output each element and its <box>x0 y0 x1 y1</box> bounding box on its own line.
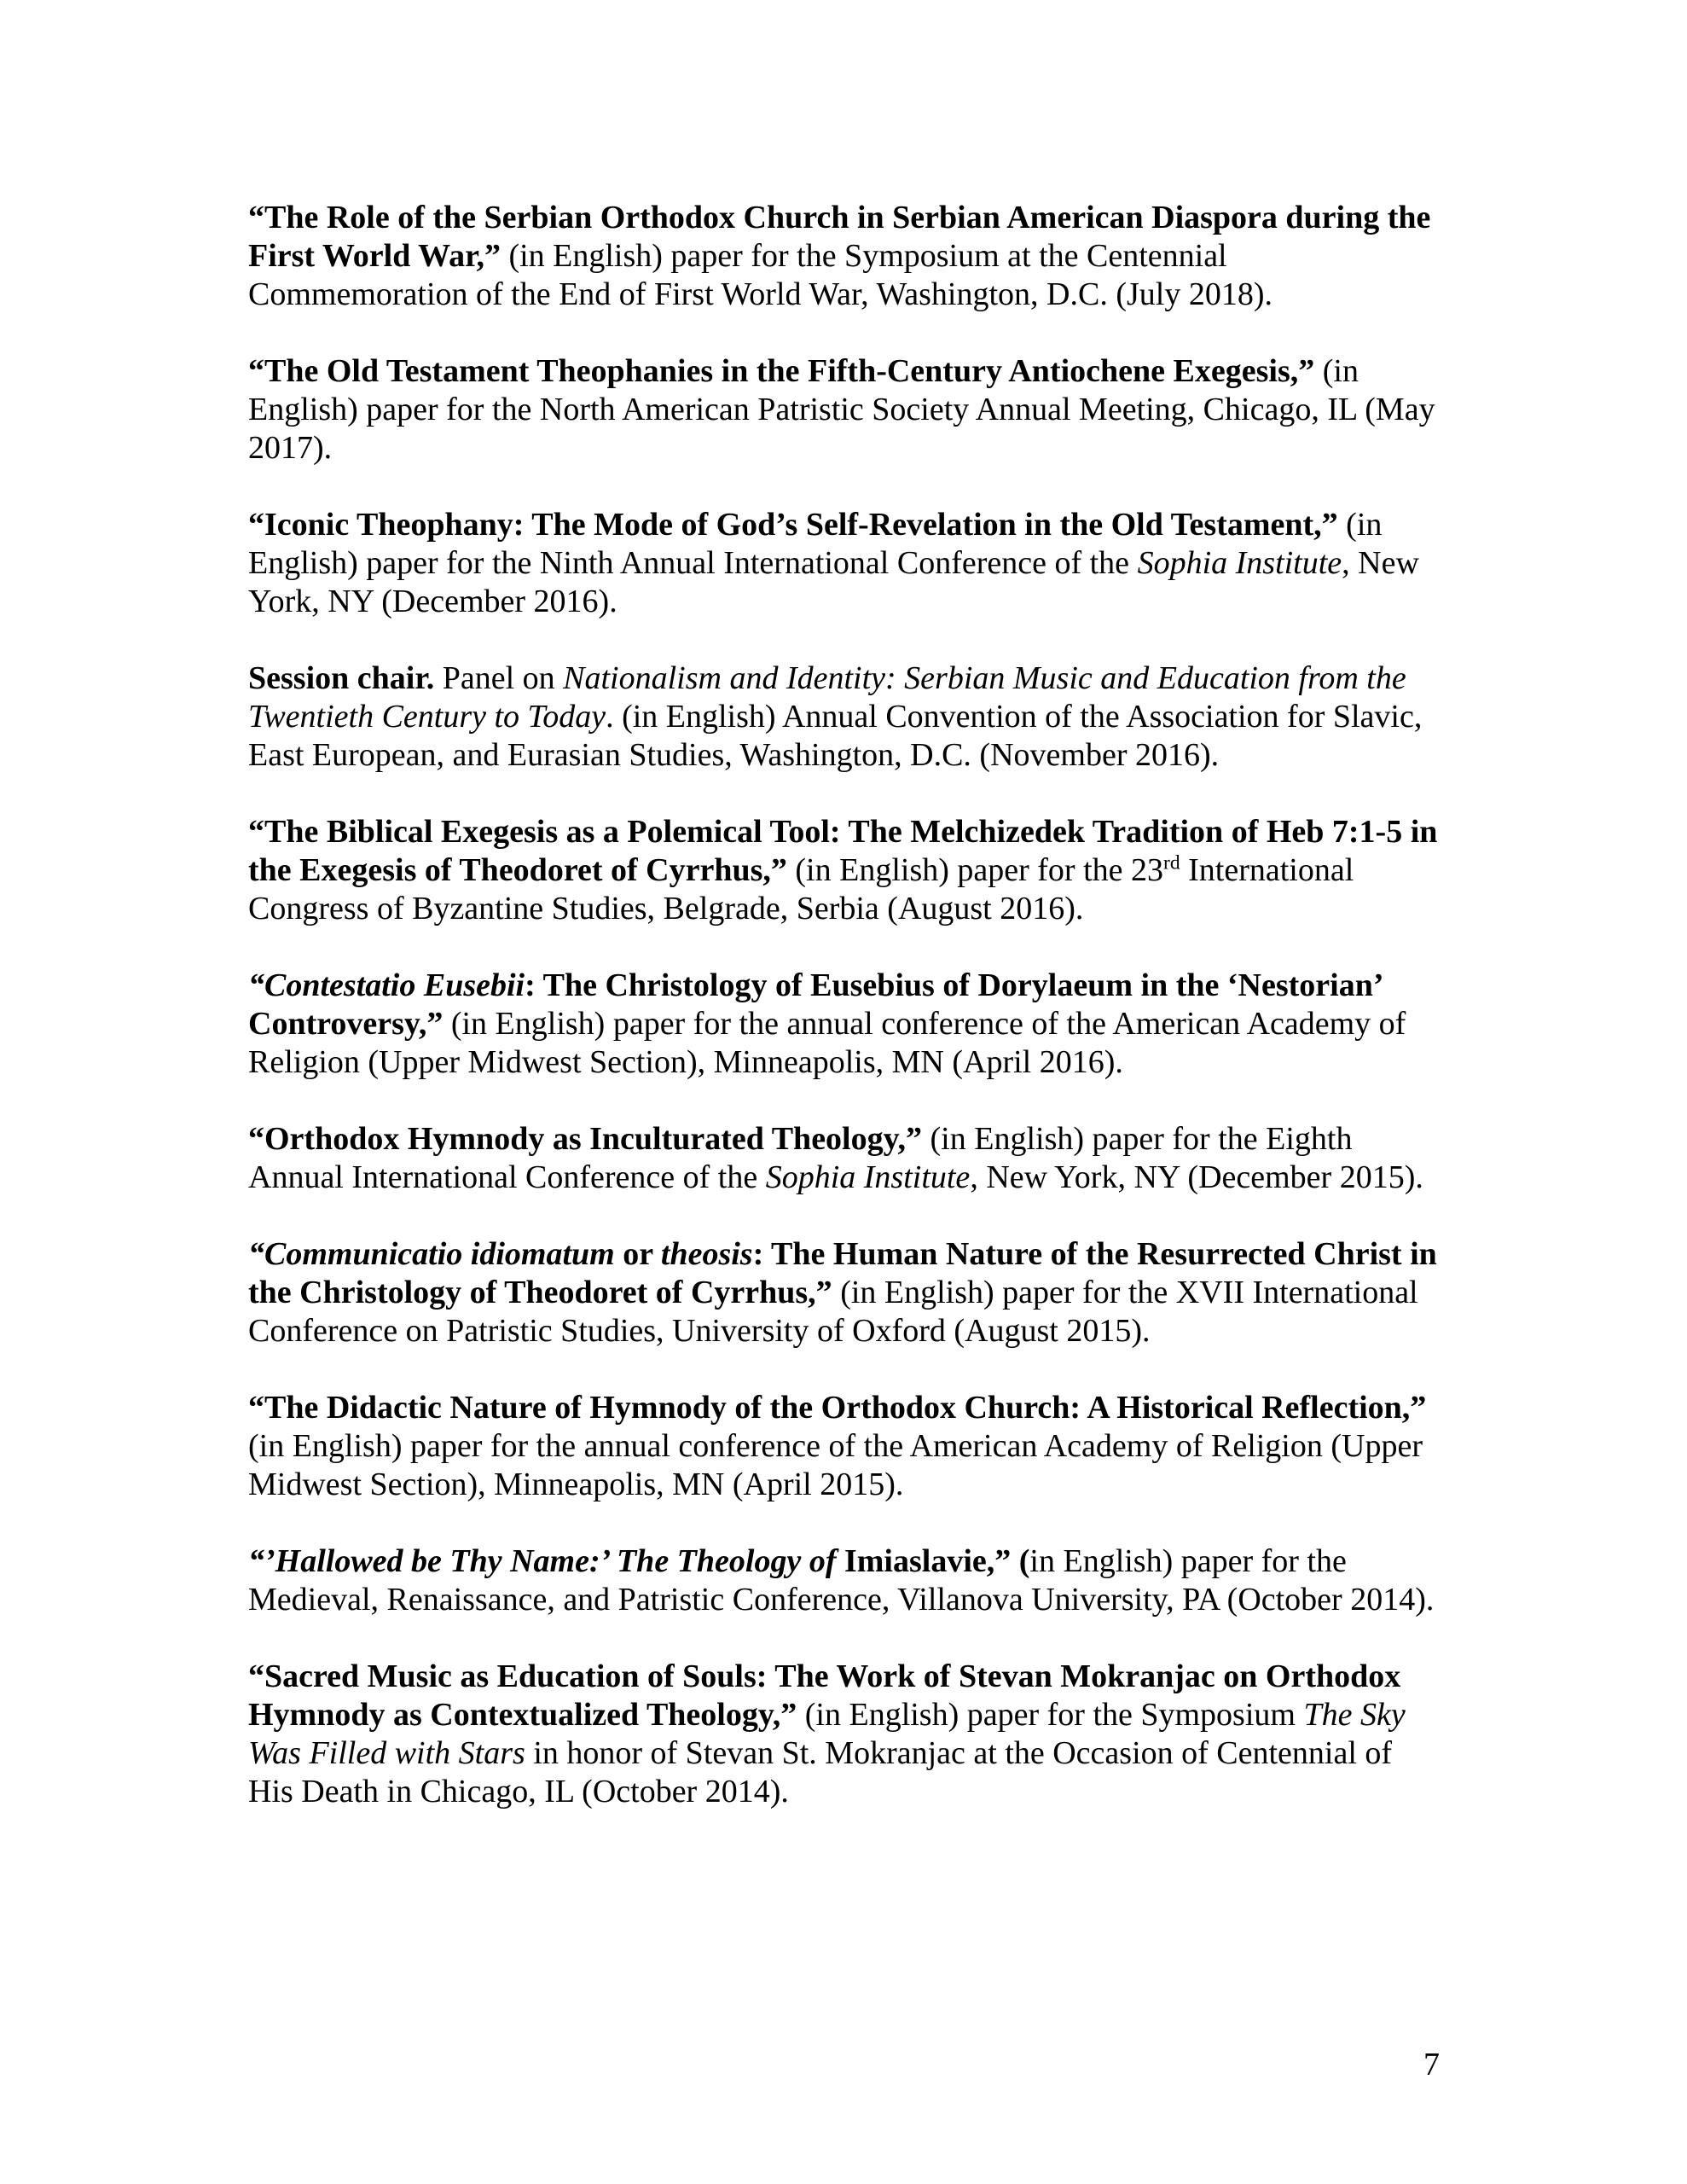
paper-entry <box>248 199 1440 314</box>
text-run: (in English) paper for the Ninth Annual International Conference of the <box>248 507 1383 581</box>
page-number: 7 <box>1423 2047 1440 2082</box>
text-run: theosis <box>660 1236 753 1272</box>
text-run: “The Didactic Nature of Hymnody of the Orthodox Church: A Historical Reflection,” <box>248 1390 1427 1426</box>
text-run: Sophia Institute <box>1137 545 1342 581</box>
paper-entry <box>248 1235 1440 1350</box>
text-run: “Communicatio idiomatum <box>248 1236 615 1272</box>
text-run: . (in English) Annual Convention of the Association for Slavic, East European, and Eurasian Studies, Washington, D.C. (November 2016). <box>248 699 1423 773</box>
text-run: Nationalism and Identity: Serbian Music and Education from the Twentieth Century to Today <box>248 660 1406 735</box>
text-run: “The Role of the Serbian Orthodox Church in Serbian American Diaspora during the First World War,” <box>248 200 1431 274</box>
text-run: or <box>614 1236 661 1272</box>
text-run: “Orthodox Hymnody as Inculturated Theology,” <box>248 1121 923 1157</box>
paper-entry <box>248 352 1440 468</box>
text-run: in honor of Stevan St. Mokranjac at the Occasion of Centennial of His Death in Chicago, IL (October 2014). <box>248 1735 1393 1809</box>
text-run: (in English) paper for the Symposium <box>797 1697 1304 1733</box>
paper-entry <box>248 659 1440 775</box>
text-run: “’Hallowed be Thy Name:’ The Theology of <box>248 1543 844 1579</box>
text-run: “The Old Testament Theophanies in the Fifth-Century Antiochene Exegesis,” <box>248 353 1315 389</box>
paper-entry <box>248 506 1440 621</box>
text-run: (in English) paper for the XVII International Conference on Patristic Studies, University of Oxford (August 2015). <box>248 1275 1418 1349</box>
text-run: : The Human Nature of the Resurrected Christ in the Christology of Theodoret of Cyrrhus,” <box>248 1236 1437 1310</box>
text-run: (in English) paper for the annual conference of the American Academy of Religion (Upper Midwest Section), Minneapolis, MN (April 2016). <box>248 1006 1406 1080</box>
paper-entry <box>248 967 1440 1082</box>
text-run: Panel on <box>434 660 564 696</box>
text-run: “Iconic Theophany: The Mode of God’s Self-Revelation in the Old Testament,” <box>248 507 1338 543</box>
text-run: in English) paper for the Medieval, Renaissance, and Patristic Conference, Villanova University, PA (October 2014). <box>248 1543 1435 1618</box>
text-run: (in English) paper for the North American Patristic Society Annual Meeting, Chicago, IL (May 2017). <box>248 353 1435 466</box>
text-run: International Congress of Byzantine Studies, Belgrade, Serbia (August 2016). <box>248 852 1354 926</box>
text-run: , New York, NY (December 2016). <box>248 545 1419 619</box>
paper-entry <box>248 1658 1440 1811</box>
text-run: “The Biblical Exegesis as a Polemical Tool: The Melchizedek Tradition of Heb 7:1-5 in the Exegesis of Theodoret of Cyrrhus,” <box>248 814 1438 888</box>
text-run: “Sacred Music as Education of Souls: The Work of Stevan Mokranjac on Orthodox Hymnody as Contextualized Theology,” <box>248 1658 1401 1733</box>
paper-entry <box>248 1120 1440 1197</box>
paper-entry <box>248 1542 1440 1619</box>
text-run: rd <box>1163 851 1180 874</box>
paper-entry <box>248 813 1440 928</box>
text-run: “Contestatio Eusebii <box>248 967 525 1003</box>
text-run: The Sky Was Filled with Stars <box>248 1697 1406 1771</box>
text-run: (in English) paper for the Eighth Annual International Conference of the <box>248 1121 1353 1195</box>
text-run: , New York, NY (December 2015). <box>970 1159 1423 1195</box>
paper-entry <box>248 1389 1440 1504</box>
text-run: Sophia Institute <box>765 1159 971 1195</box>
text-run: : The Christology of Eusebius of Dorylaeum in the ‘Nestorian’ Controversy,” <box>248 967 1382 1042</box>
text-run: (in English) paper for the annual conference of the American Academy of Religion (Upper Midwest Section), Minneapolis, MN (April 2015). <box>248 1428 1423 1502</box>
text-run: Session chair. <box>248 660 435 696</box>
text-run: Imiaslavie,” ( <box>844 1543 1030 1579</box>
text-run: (in English) paper for the Symposium at the Centennial Commemoration of the End of First World War, Washington, D.C. (July 2018). <box>248 238 1272 312</box>
text-run: (in English) paper for the 23 <box>786 852 1164 888</box>
conference-papers-list <box>248 199 1440 1850</box>
